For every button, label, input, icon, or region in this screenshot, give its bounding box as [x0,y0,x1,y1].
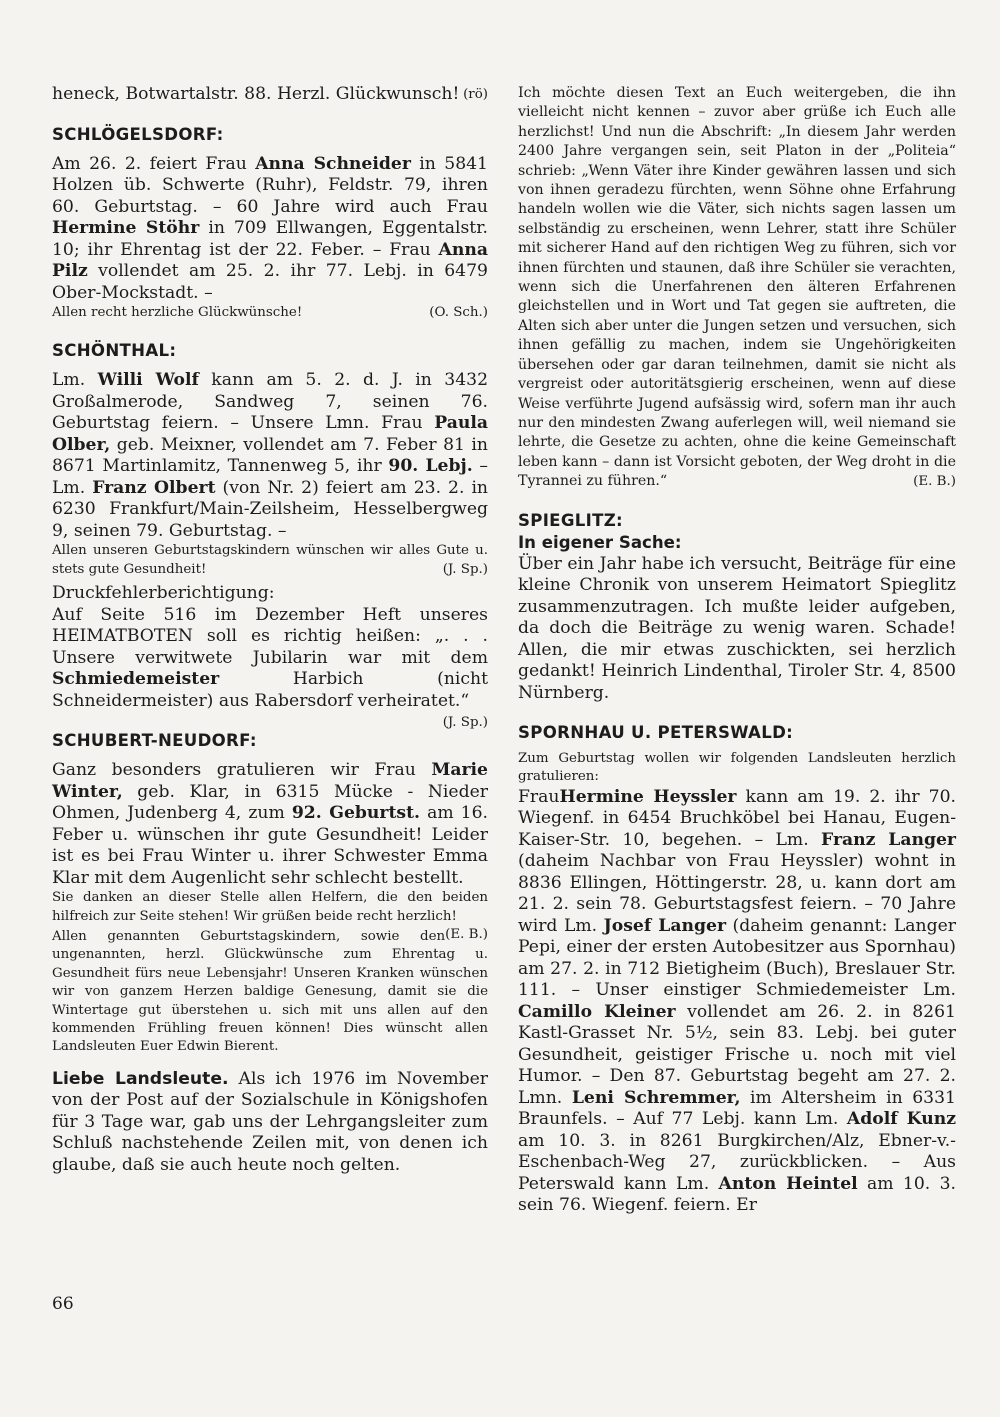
schoenthal-paragraph: Lm. Willi Wolf kann am 5. 2. d. J. in 3432 Großalmerode, Sandweg 7, seinen 76. Geburtstag feiern. – Unsere Lmn. Frau Paula Olber, geb. Meixner, vollendet am 7. Feber 81 in 8671 Martinlamitz, Tannenweg 5, ihr 90. Lebj. – Lm. Franz Olbert (von Nr. 2) feiert am 23. 2. in 6230 Frankfurt/Main-Zeilsheim, Hesselbergweg 9, seinen 79. Geburtstag. – [52,370,489,541]
intro-signature: (rö) [463,87,488,102]
schloegelsdorf-greeting: Allen recht herzliche Glückwünsche! (O. Sch.) [52,304,488,322]
schubert-wishes: Allen genannten Geburtstagskindern, sowie den ungenannten, herzl. Glückwünsche zum Ehrentag u. Gesundheit fürs neue Lebensjahr! Unseren Kranken wünschen wir von ganzem Herzen baldige Genesung, damit sie die Wintertage gut überstehen u. sich mit uns allen auf den kommenden Frühling freuen können! Dies wünscht allen Landsleuten Euer Edwin Bierent. [52,929,488,1055]
spieglitz-paragraph: Über ein Jahr habe ich versucht, Beiträge für eine kleine Chronik von unserem Heimatort Spieglitz zusammenzutragen. Ich mußte leider aufgeben, da doch die Beiträge zu wenig waren. Schade! Allen, die mir etwas zuschickten, sei herzlich gedankt! Heinrich Lindenthal, Tiroler Str. 4, 8500 Nürnberg. [518,553,956,703]
subheading-eigene-sache: In eigener Sache: [518,532,682,552]
heading-spieglitz: SPIEGLITZ: [518,510,623,530]
platon-quote: Ich möchte diesen Text an Euch weitergeben, die ihn vielleicht nicht kennen – zuvor aber grüße ich Euch alle herzlichst! Und nun die Abschrift: „In diesem Jahr werden 2400 Jahre vergangen sein, seit Platon in der „Politeia“ schrieb: „Wenn Väter ihre Kinder gewähren lassen und sich von ihnen geradezu fürchten, wenn Söhne ohne Erfahrung handeln wollen wie die Väter, sich nichts sagen lassen um selbständig zu erscheinen, wenn Lehrer, statt ihre Schüler mit sicherer Hand auf den richtigen Weg zu führen, sich vor ihnen fürchten und staunen, daß ihre Schüler sie verachten, wenn sich die Unerfahrenen den älteren Erfahrenen gleichstellen und in Wort und Tat gegen sie auftreten, die Alten sich aber unter die Jungen setzen und versuchen, sich ihnen gefällig zu machen, indem sie Ungehörigkeiten übersehen oder gar daran teilnehmen, damit sie nicht als vergreist oder autoritätsgierig erscheinen, wenn auf diese Weise verführte Jugend aufsässig wird, sofern man ihr auch nur den mindesten Zwang auferlegen will, weil niemand sie lehrte, die Gesetze zu achten, ohne die keine Gemeinschaft leben kann – dann ist Vorsicht geboten, der Weg droht in die Tyrannei zu führen.“ (E. B.) [518,84,956,492]
heading-schloegelsdorf: SCHLÖGELSDORF: [52,124,224,144]
intro-paragraph: heneck, Botwartalstr. 88. Herzl. Glückwunsch! (rö) [52,84,488,104]
liebe-landsleute-paragraph: Liebe Landsleute. Als ich 1976 im November von der Post auf der Sozialschule in Königshofen für 3 Tage war, gab uns der Lehrgangsleiter zum Schluß nachstehende Zeilen mit, von denen ich glaube, daß sie auch heute noch gelten. [52,1068,489,1175]
page-number: 66 [52,1294,74,1314]
schloegelsdorf-signature: (O. Sch.) [429,305,488,320]
erratum-signature: (J. Sp.) [442,715,488,731]
erratum-paragraph: Auf Seite 516 im Dezember Heft unseres HEIMATBOTEN soll es richtig heißen: „. . . Unsere verwitwete Jubilarin war mit dem Schmiedemeister Harbich (nicht Schneidermeister) aus Rabersdorf verheiratet.“ (J. Sp.) [52,605,488,713]
schubert-signature: (E. B.) [445,927,488,943]
erratum-title: Druckfehlerberichtigung: [52,583,275,604]
schloegelsdorf-paragraph: Am 26. 2. feiert Frau Anna Schneider in 5841 Holzen üb. Schwerte (Ruhr), Feldstr. 79, ihren 60. Geburtstag. – 60 Jahre wird auch Frau Hermine Stöhr in 709 Ellwangen, Eggentalstr. 10; ihr Ehrentag ist der 22. Feber. – Frau Anna Pilz vollendet am 25. 2. ihr 77. Lebj. in 6479 Ober-Mockstadt. – [52,153,488,303]
heading-schubert-neudorf: SCHUBERT-NEUDORF: [52,731,257,751]
right-column [518,84,956,1217]
left-column [52,84,488,1176]
schoenthal-greeting: Allen unseren Geburtstagskindern wünschen wir alles Gute u. stets gute Gesundheit! (J. Sp.) [52,542,488,579]
spornhau-paragraph: FrauHermine Heyssler kann am 19. 2. ihr 70. Wiegenf. in 6454 Bruchköbel bei Hanau, Eugen-Kaiser-Str. 10, begehen. – Lm. Franz Langer (daheim Nachbar von Frau Heyssler) wohnt in 8836 Ellingen, Höttingerstr. 28, u. kann dort am 21. 2. sein 78. Geburtstagsfest feiern. – 70 Jahre wird Lm. Josef Langer (daheim genannt: Langer Pepi, einer der ersten Autobesitzer aus Spornhau) am 27. 2. in 712 Bietigheim (Buch), Breslauer Str. 111. – Unser einstiger Schmiedemeister Lm. Camillo Kleiner vollendet am 26. 2. in 8261 Kastl-Grasset Nr. 5½, sein 83. Lebj. bei guter Gesundheit, geistiger Frische u. noch mit viel Humor. – Den 87. Geburtstag begeht am 27. 2. Lmn. Leni Schremmer, im Altersheim in 6331 Braunfels. – Auf 77 Lebj. kann Lm. Adolf Kunz am 10. 3. in 8261 Burgkirchen/Alz, Ebner-v.-Eschenbach-Weg 27, zurückblicken. – Aus Peterswald kann Lm. Anton Heintel am 10. 3. sein 76. Wiegenf. feiern. Er [518,786,957,1216]
schubert-paragraph: Ganz besonders gratulieren wir Frau Marie Winter, geb. Klar, in 6315 Mücke - Nieder Ohmen, Judenberg 4, zum 92. Geburtst. am 16. Feber u. wünschen ihr gute Gesundheit! Leider ist es bei Frau Winter u. ihrer Schwester Emma Klar mit dem Augenlicht sehr schlecht bestellt. [52,760,489,888]
heading-spornhau-peterswald: SPORNHAU U. PETERSWALD: [518,723,794,743]
schubert-thanks: Sie danken an dieser Stelle allen Helfern, die den beiden hilfreich zur Seite stehen! Wir grüßen beide recht herzlich! (E. B.) [52,889,488,926]
heading-schoenthal: SCHÖNTHAL: [52,341,177,361]
spornhau-intro: Zum Geburtstag wollen wir folgenden Landsleuten herzlich gratulieren: [518,751,956,785]
quote-signature: (E. B.) [913,474,956,490]
schoenthal-signature: (J. Sp.) [442,561,488,577]
